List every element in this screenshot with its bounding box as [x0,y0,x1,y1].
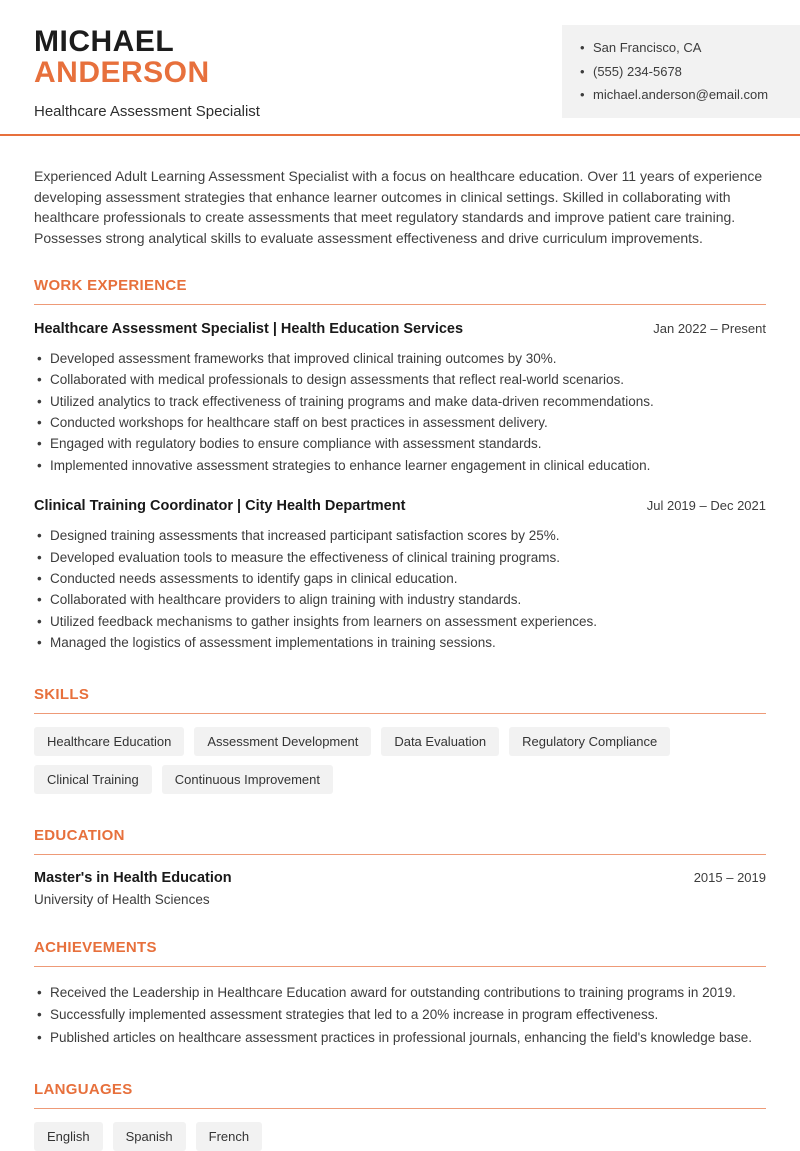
contact-item: • michael.anderson@email.com [580,83,784,107]
language-chip: English [34,1122,103,1151]
job-bullet: • Utilized feedback mechanisms to gather insights from learners on assessment experiences. [34,611,766,632]
job-bullet-list [34,525,766,653]
achievement-bullet: • Published articles on healthcare assessment practices in professional journals, enhancing the field's knowledge base. [34,1027,766,1050]
job-bullet-list [34,348,766,476]
achievement-bullet: • Successfully implemented assessment strategies that led to a 20% increase in program effectiveness. [34,1004,766,1027]
languages-heading: LANGUAGES [34,1081,133,1099]
summary-paragraph: Experienced Adult Learning Assessment Specialist with a focus on healthcare education. Over 11 years of experience developing assessment strategies that enhance learner outcomes in clinical settings. Skilled in collaborating with healthcare professionals to create assessments that meet regulatory standards and improve patient care training. Possesses strong analytical skills to evaluate assessment effectiveness and drive curriculum improvements. [34,168,763,247]
achievement-bullet: • Received the Leadership in Healthcare Education award for outstanding contributions to training programs in 2019. [34,982,766,1005]
language-chip: Spanish [113,1122,186,1151]
job-bullet: • Developed assessment frameworks that improved clinical training outcomes by 30%. [34,348,766,369]
skill-chip: Continuous Improvement [162,765,333,794]
work-experience-heading: WORK EXPERIENCE [34,276,187,294]
contact-box [562,25,800,118]
section-skills [34,686,766,794]
section-work-experience [34,277,766,654]
section-divider [34,1108,766,1109]
candidate-title: Healthcare Assessment Specialist [34,103,260,120]
skills-heading: SKILLS [34,685,90,703]
achievements-bullet-list [34,982,766,1050]
section-divider [34,304,766,305]
job-bullet: • Developed evaluation tools to measure the effectiveness of clinical training programs. [34,547,766,568]
job-title: Healthcare Assessment Specialist | Health Education Services [34,320,464,337]
job-bullet: • Implemented innovative assessment strategies to enhance learner engagement in clinical education. [34,455,766,476]
education-dates: 2015 – 2019 [693,869,766,885]
education-heading: EDUCATION [34,826,125,844]
skills-chip-list [34,727,766,794]
job-title: Clinical Training Coordinator | City Health Department [34,498,406,515]
skill-chip: Healthcare Education [34,727,184,756]
job-header [34,498,766,514]
job-dates: Jan 2022 – Present [653,320,766,336]
job-header [34,321,766,337]
education-entry-header [34,870,766,886]
section-divider [34,854,766,855]
job-bullet: • Designed training assessments that increased participant satisfaction scores by 25%. [34,525,766,546]
education-school: University of Health Sciences [34,891,210,907]
section-divider [34,713,766,714]
candidate-first-name: MICHAEL [34,25,175,58]
section-languages [34,1081,766,1151]
job-bullet: • Engaged with regulatory bodies to ensure compliance with assessment standards. [34,433,766,454]
job-bullet: • Collaborated with healthcare providers to align training with industry standards. [34,589,766,610]
job-bullet: • Managed the logistics of assessment implementations in training sessions. [34,632,766,653]
contact-item: • San Francisco, CA [580,36,784,60]
education-degree: Master's in Health Education [34,869,232,886]
job-entry [34,321,766,476]
contact-item: • (555) 234-5678 [580,60,784,84]
header-divider [0,134,800,136]
job-bullet: • Collaborated with medical professionals to design assessments that reflect real-world scenarios. [34,369,766,390]
job-entry [34,498,766,653]
candidate-last-name: ANDERSON [34,56,210,89]
skill-chip: Data Evaluation [381,727,499,756]
section-divider [34,966,766,967]
skill-chip: Clinical Training [34,765,152,794]
achievements-heading: ACHIEVEMENTS [34,938,157,956]
resume-header [0,0,800,134]
skill-chip: Assessment Development [194,727,371,756]
job-bullet: • Utilized analytics to track effectiveness of training programs and make data-driven recommendations. [34,391,766,412]
skill-chip: Regulatory Compliance [509,727,670,756]
job-bullet: • Conducted needs assessments to identify gaps in clinical education. [34,568,766,589]
job-bullet: • Conducted workshops for healthcare staff on best practices in assessment delivery. [34,412,766,433]
section-achievements [34,939,766,1050]
language-chip: French [196,1122,262,1151]
section-education [34,827,766,907]
job-dates: Jul 2019 – Dec 2021 [646,498,766,514]
contact-list [580,36,784,107]
languages-chip-list [34,1122,766,1151]
